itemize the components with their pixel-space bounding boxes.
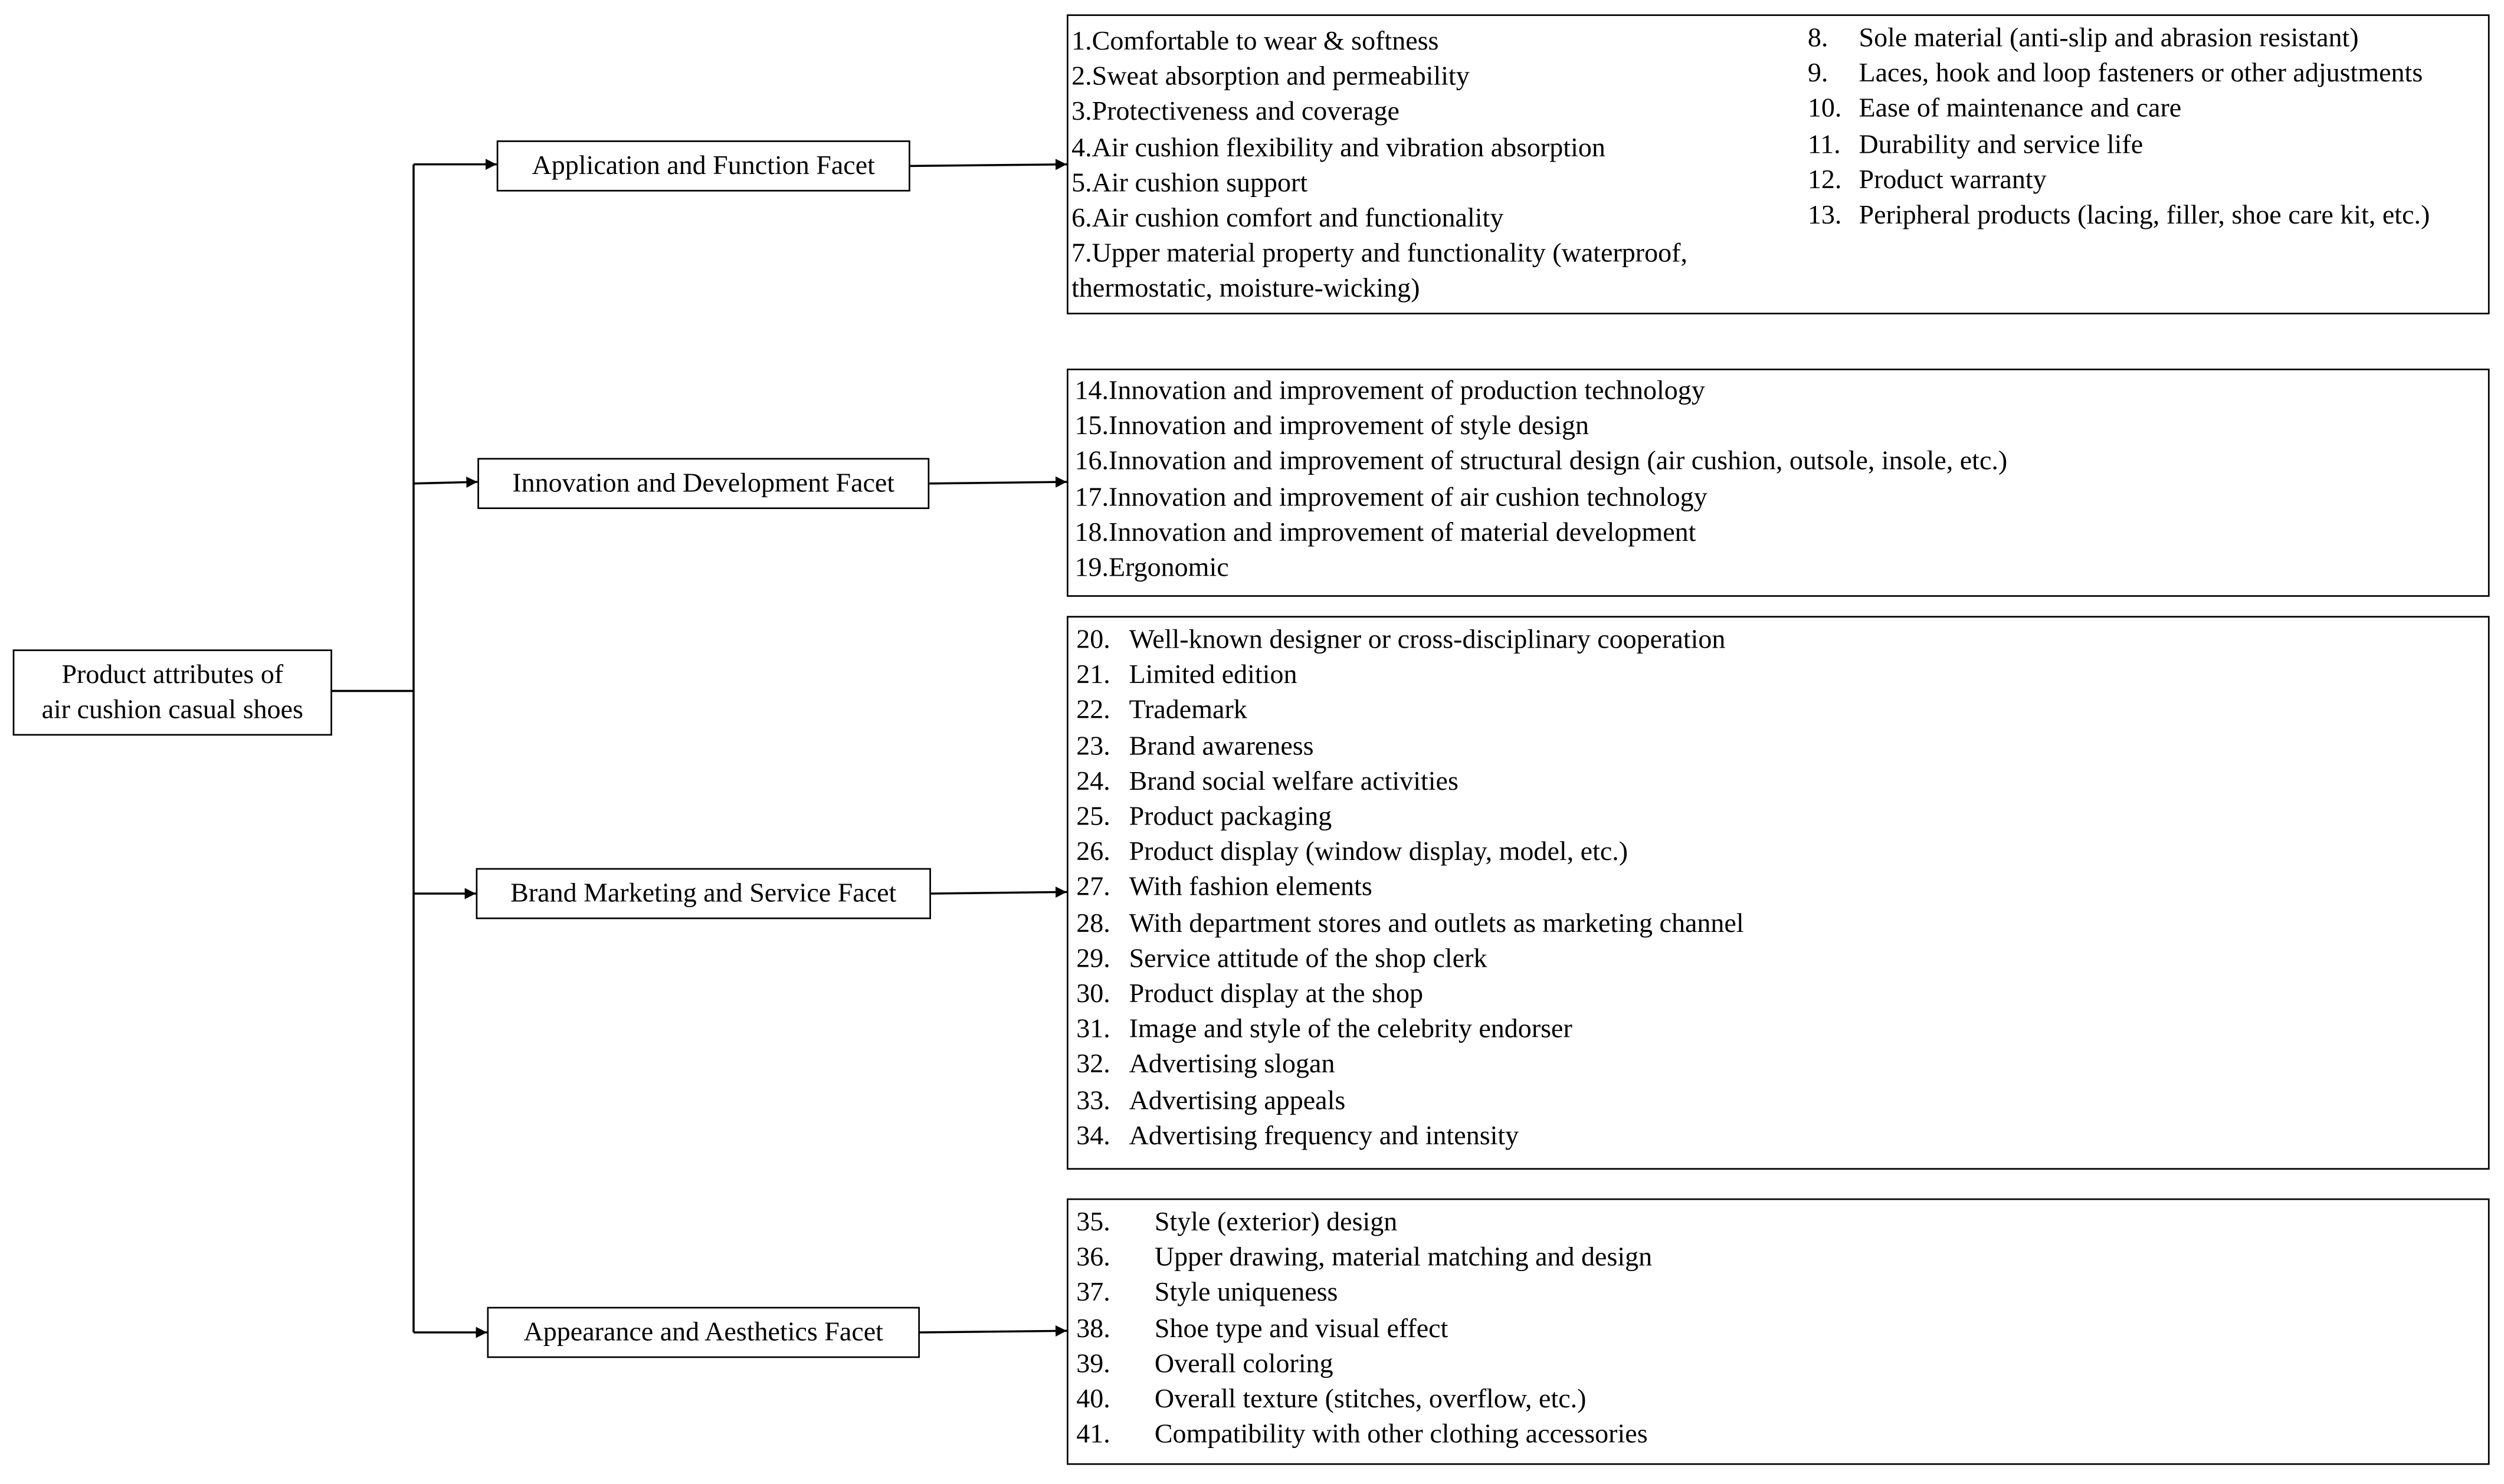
list-item: 17. Innovation and improvement of air cushion technology [1074, 481, 1707, 512]
list-item: 35. Style (exterior) design [1076, 1206, 1398, 1237]
facet-label: Appearance and Aesthetics Facet [523, 1316, 883, 1347]
list-item: 33. Advertising appeals [1076, 1084, 1346, 1115]
facet-label: Innovation and Development Facet [512, 467, 895, 498]
list-item: 21. Limited edition [1076, 659, 1297, 690]
list-item: 25. Product packaging [1076, 801, 1332, 832]
arrow-application-to-list [910, 165, 1067, 166]
facet-appearance-aesthetics [487, 1307, 920, 1358]
attribute-list-appearance-items [1076, 1205, 1652, 1453]
list-item: 32. Advertising slogan [1076, 1049, 1335, 1080]
list-item: 29. Service attitude of the shop clerk [1076, 943, 1487, 973]
list-item: 10. Ease of maintenance and care [1807, 93, 2182, 124]
list-item: 28. With department stores and outlets as marketing channel [1076, 907, 1744, 938]
list-item: 36. Upper drawing, material matching and design [1076, 1242, 1653, 1272]
list-item: 2. Sweat absorption and permeability [1071, 61, 1470, 91]
list-item: 40. Overall texture (stitches, overflow, etc.) [1076, 1383, 1587, 1414]
arrow-to-innovation-facet [414, 482, 477, 484]
list-item: 41. Compatibility with other clothing accessories [1076, 1419, 1648, 1450]
list-item: 14. Innovation and improvement of production technology [1074, 375, 1705, 406]
list-item: 11. Durability and service life [1807, 129, 2144, 159]
list-item: 31. Image and style of the celebrity endorser [1076, 1013, 1572, 1044]
list-item: 24. Brand social welfare activities [1076, 766, 1459, 796]
attribute-list-application-col2 [1808, 21, 2430, 233]
root-node [13, 649, 332, 736]
list-item: 34. Advertising frequency and intensity [1076, 1119, 1519, 1151]
facet-label: Brand Marketing and Service Facet [510, 877, 897, 908]
list-item: 6. Air cushion comfort and functionality [1071, 202, 1504, 234]
list-item: 27. With fashion elements [1076, 872, 1372, 902]
list-item: 38. Shoe type and visual effect [1076, 1312, 1448, 1343]
facet-innovation-development [477, 458, 929, 509]
list-item: 18. Innovation and improvement of material development [1074, 517, 1696, 547]
attribute-list-brand-items [1076, 622, 1743, 1154]
list-item: 7. Upper material property and functionality (waterproof, [1071, 238, 1687, 269]
root-label-line2: air cushion casual shoes [41, 694, 304, 725]
list-item: 15. Innovation and improvement of style design [1074, 410, 1589, 441]
list-item: 8. Sole material (anti-slip and abrasion resistant) [1807, 22, 2359, 53]
list-item: 1. Comfortable to wear & softness [1071, 25, 1439, 56]
list-item: 9. Laces, hook and loop fasteners or other adjustments [1807, 57, 2423, 88]
list-item: 3. Protectiveness and coverage [1071, 96, 1400, 127]
root-label-line1: Product attributes of [61, 659, 284, 690]
list-item: 12. Product warranty [1807, 164, 2047, 195]
list-item: 20. Well-known designer or cross-disciplinary cooperation [1076, 623, 1726, 655]
facet-brand-marketing-service [476, 868, 931, 920]
list-item: 26. Product display (window display, model, etc.) [1076, 836, 1628, 867]
list-item: 4. Air cushion flexibility and vibration absorption [1071, 132, 1605, 162]
list-item: 16. Innovation and improvement of structural design (air cushion, outsole, insole, etc.) [1074, 445, 2008, 477]
list-item: 23. Brand awareness [1076, 730, 1314, 761]
arrow-brand-to-list [931, 892, 1067, 894]
list-item-continuation: thermostatic, moisture-wicking) [1071, 273, 1420, 304]
list-item: 22. Trademark [1076, 694, 1247, 725]
attribute-list-innovation-items [1075, 373, 2008, 586]
list-item: 19. Ergonomic [1074, 552, 1229, 583]
list-item: 13. Peripheral products (lacing, filler, shoe care kit, etc.) [1807, 199, 2430, 230]
arrow-appearance-to-list [920, 1331, 1067, 1332]
list-item: 37. Style uniqueness [1076, 1277, 1338, 1308]
list-item: 5. Air cushion support [1071, 167, 1308, 198]
arrow-innovation-to-list [929, 482, 1067, 484]
facet-label: Application and Function Facet [532, 150, 875, 180]
list-item: 30. Product display at the shop [1076, 978, 1424, 1009]
attribute-list-application-col1 [1071, 24, 1687, 308]
list-item: 39. Overall coloring [1076, 1348, 1333, 1378]
facet-application-function [497, 140, 910, 192]
